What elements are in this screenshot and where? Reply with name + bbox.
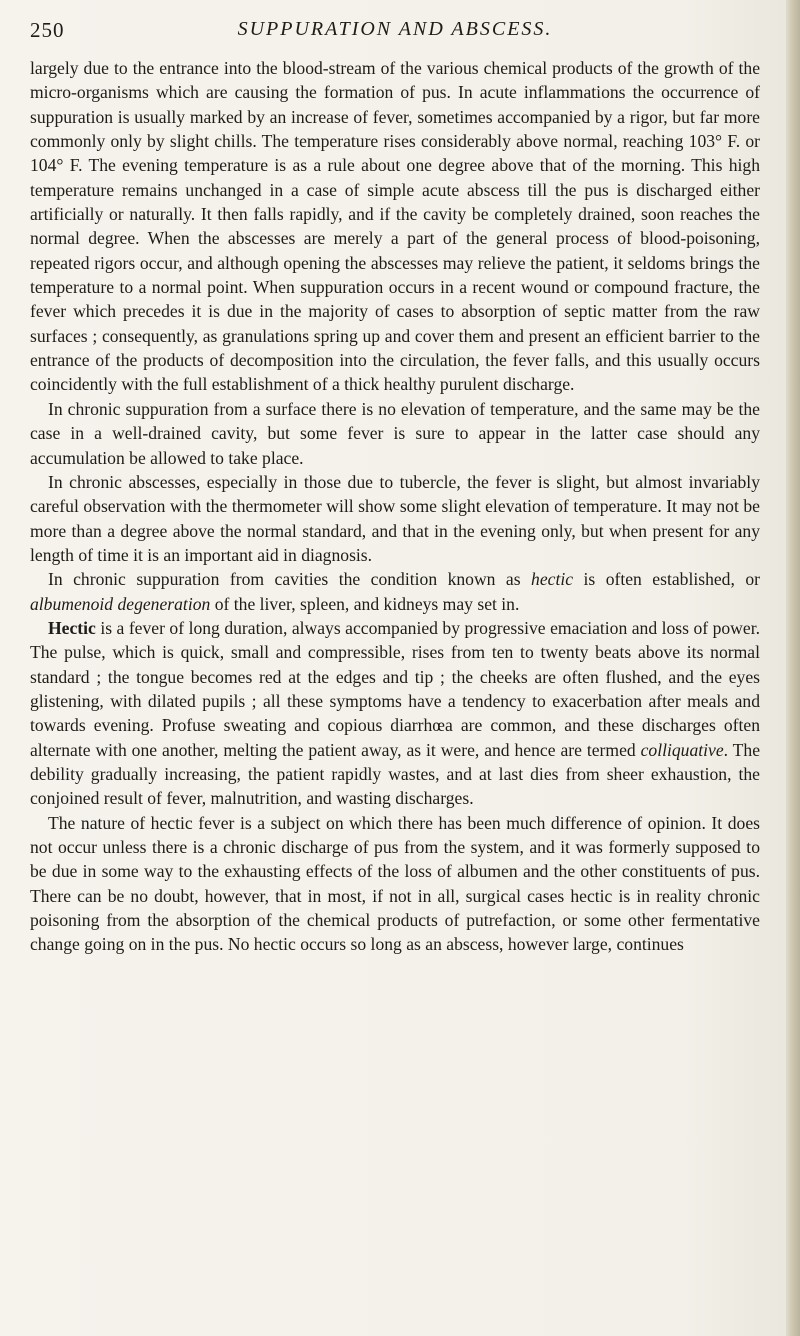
paragraph-4-text-a: In chronic suppuration from cavities the condition known as: [48, 569, 532, 590]
page-header: [30, 18, 760, 54]
paragraph-4-text-b: is often established, or: [573, 569, 760, 590]
paragraph-1: largely due to the entrance into the blood-stream of the various chemical products of the growth of the micro-organisms which are causing the formation of pus. In acute inflammations the occurrence of suppuration is usually marked by an increase of fever, sometimes accompanied by a rigor, but far more commonly only by slight chills. The temperature rises considerably above normal, reaching 103° F. or 104° F. The evening temperature is as a rule about one degree above that of the morning. This high temperature remains unchanged in a case of simple acute abscess till the pus is discharged either artificially or naturally. It then falls rapidly, and if the cavity be completely drained, soon reaches the normal degree. When the abscesses are merely a part of the general process of blood-poisoning, repeated rigors occur, and although opening the abscesses may relieve the patient, it seldoms brings the temperature to a normal point. When suppuration occurs in a recent wound or compound fracture, the fever which precedes it is due in the majority of cases to absorption of septic matter from the raw surfaces ; consequently, as granulations spring up and cover them and present an efficient barrier to the entrance of the products of decomposition into the circulation, the fever falls, and this usually occurs coincidently with the full establishment of a thick healthy purulent discharge.: [30, 58, 760, 395]
paragraph-3: In chronic abscesses, especially in those due to tubercle, the fever is slight, but almost invariably careful observation with the thermometer will show some slight elevation of temperature. It may not be more than a degree above the normal standard, and that in the evening only, but when present for any length of time it is an important aid in diagnosis.: [30, 471, 760, 565]
paragraph-4-text-c: of the liver, spleen, and kidneys may set in.: [210, 593, 520, 614]
body-text: [30, 56, 760, 957]
paragraph-5-text-a: is a fever of long duration, always accompanied by progressive emaciation and loss of power. The pulse, which is quick, small and compressible, rises from ten to twenty beats above its normal standard ; the tongue becomes red at the edges and tip ; the cheeks are often flushed, and the eyes glistening, with dilated pupils ; all these symptoms have a tendency to exacerbation after meals and towards evening. Profuse sweating and copious diarrhœa are common, and these discharges often alternate with one another, melting the patient away, as it were, and hence are termed: [30, 617, 760, 760]
term-colliquative: colliquative: [640, 739, 724, 760]
section-heading-hectic: Hectic: [48, 617, 96, 638]
paragraph-4: [30, 567, 760, 616]
running-title: SUPPURATION AND ABSCESS.: [237, 18, 553, 40]
paragraph-2: In chronic suppuration from a surface there is no elevation of temperature, and the same may be the case in a well-drained cavity, but some fever is sure to appear in the latter case should any accumulation be allowed to take place.: [30, 398, 760, 468]
paragraph-5: [30, 616, 760, 811]
paragraph-5-text-b: . The debility gradually increasing, the patient rapidly wastes, and at last dies from sheer exhaustion, the conjoined result of fever, malnutrition, and wasting discharges.: [30, 739, 760, 809]
term-albumenoid-degeneration: albumenoid degeneration: [30, 593, 211, 614]
page-number: 250: [30, 18, 65, 42]
page-edge: [786, 0, 800, 1336]
term-hectic: hectic: [531, 569, 574, 590]
paragraph-6: The nature of hectic fever is a subject on which there has been much difference of opinion. It does not occur unless there is a chronic discharge of pus from the system, and it was formerly supposed to be due in some way to the exhausting effects of the loss of albumen and the other constituents of pus. There can be no doubt, however, that in most, if not in all, surgical cases hectic is in reality chronic poisoning from the absorption of the chemical products of putrefaction, or some other fermentative change going on in the pus. No hectic occurs so long as an abscess, however large, continues: [30, 812, 760, 955]
